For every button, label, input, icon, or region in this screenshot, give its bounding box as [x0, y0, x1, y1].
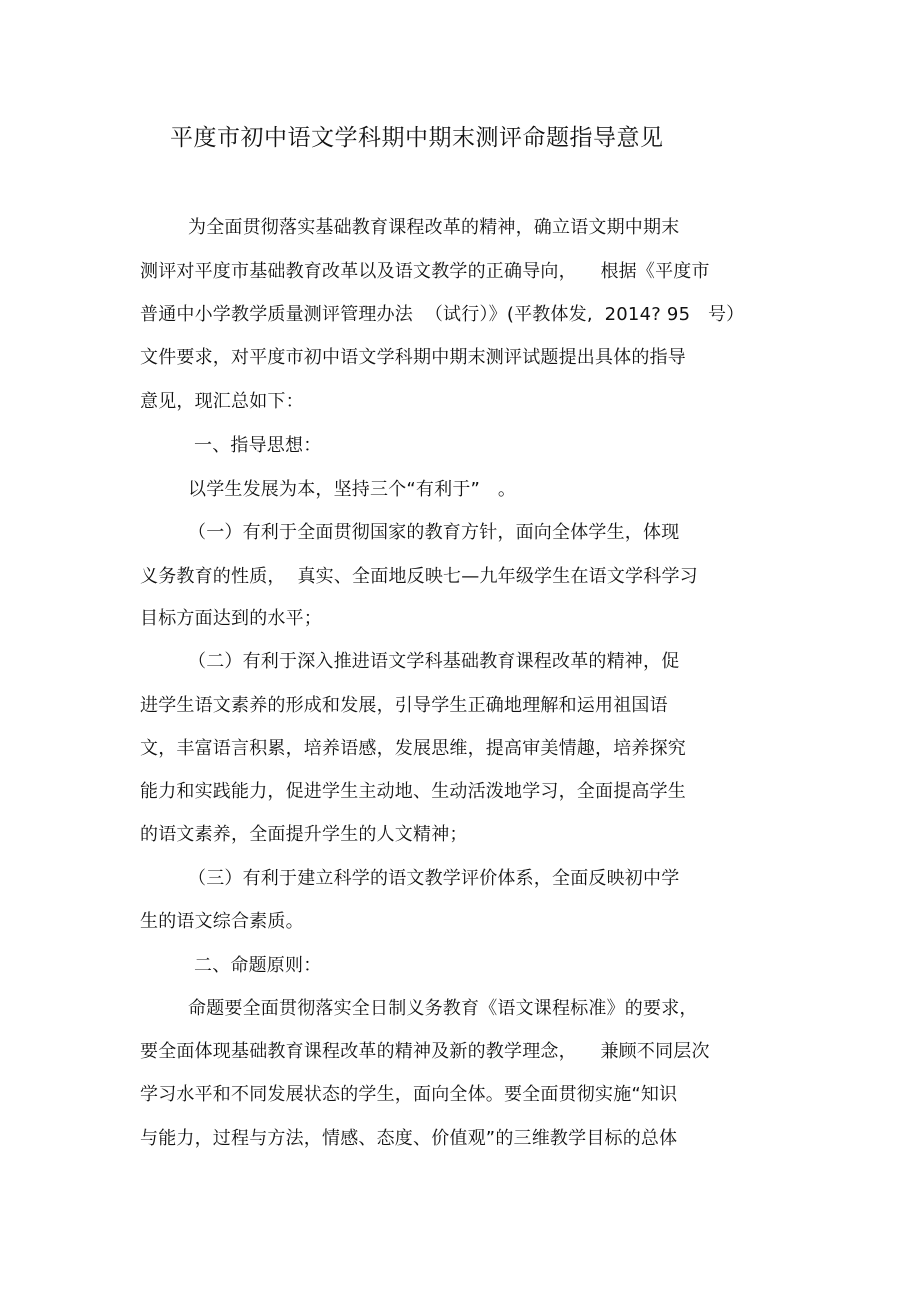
- section-heading-1: 一、指导思想：: [194, 435, 322, 456]
- paragraph-line-14: 的语文素养，全面提升学生的人文精神；: [140, 824, 468, 845]
- paragraph-line-20: 与能力，过程与方法，情感、态度、价值观”的三维教学目标的总体: [140, 1128, 678, 1149]
- paragraph-line-9: 目标方面达到的水平；: [140, 608, 322, 629]
- paragraph-line-19: 学习水平和不同发展状态的学生，面向全体。要全面贯彻实施“知识: [140, 1084, 678, 1105]
- paragraph-line-18: 要全面体现基础教育课程改革的精神及新的教学理念， 兼顾不同层次: [140, 1041, 710, 1062]
- paragraph-line-17: 命题要全面贯彻落实全日制义务教育《语文课程标准》的要求，: [188, 998, 698, 1019]
- paragraph-line-13: 能力和实践能力，促进学生主动地、生动活泼地学习，全面提高学生: [140, 781, 686, 802]
- paragraph-line-8: 义务教育的性质， 真实、全面地反映七—九年级学生在语文学科学习: [140, 566, 698, 587]
- paragraph-line-2: 测评对平度市基础教育改革以及语文教学的正确导向， 根据《平度市: [140, 261, 710, 282]
- paragraph-line-3: 普通中小学教学质量测评管理办法 （试行）》(平教体发, 2014? 95 号）: [140, 304, 745, 325]
- document-title: 平度市初中语文学科期中期末测评命题指导意见: [170, 125, 664, 151]
- paragraph-line-7: （一）有利于全面贯彻国家的教育方针，面向全体学生，体现: [188, 522, 680, 543]
- paragraph-line-12: 文，丰富语言积累，培养语感，发展思维，提高审美情趣，培养探究: [140, 738, 686, 759]
- paragraph-line-5: 意见，现汇总如下：: [140, 391, 304, 412]
- section-heading-2: 二、命题原则：: [194, 955, 322, 976]
- paragraph-line-15: （三）有利于建立科学的语文教学评价体系，全面反映初中学: [188, 868, 680, 889]
- paragraph-line-6: 以学生发展为本，坚持三个“有利于” 。: [188, 479, 517, 500]
- paragraph-line-11: 进学生语文素养的形成和发展，引导学生正确地理解和运用祖国语: [140, 695, 668, 716]
- paragraph-line-10: （二）有利于深入推进语文学科基础教育课程改革的精神，促: [188, 651, 680, 672]
- paragraph-line-16: 生的语文综合素质。: [140, 911, 304, 932]
- paragraph-line-4: 文件要求，对平度市初中语文学科期中期末测评试题提出具体的指导: [140, 347, 686, 368]
- paragraph-line-1: 为全面贯彻落实基础教育课程改革的精神，确立语文期中期末: [188, 217, 680, 238]
